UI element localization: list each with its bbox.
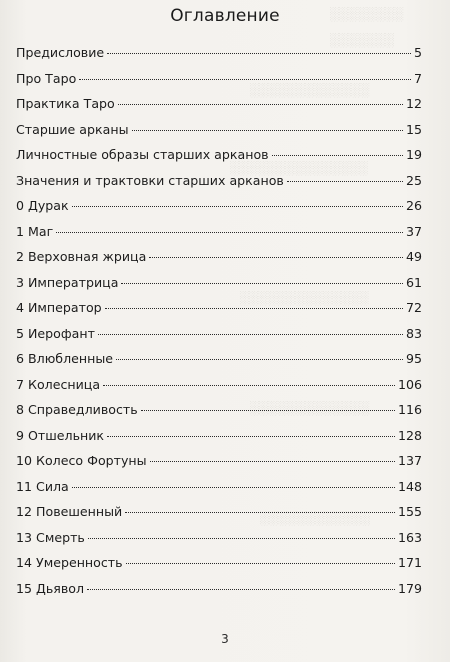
toc-entry-page: 179 — [397, 580, 422, 596]
toc-entry-label: 7 Колесница — [16, 376, 101, 392]
toc-entry-page: 19 — [405, 147, 422, 162]
toc-entry[interactable] — [16, 581, 422, 607]
toc-entry[interactable] — [16, 326, 422, 352]
toc-entry-label: 4 Император — [16, 300, 102, 315]
toc-entry-label: 0 Дурак — [16, 198, 69, 213]
toc-entry[interactable] — [16, 249, 422, 275]
toc-entry-label: 2 Верховная жрица — [16, 249, 147, 264]
toc-entry-page: 148 — [397, 478, 422, 494]
toc-entry[interactable] — [16, 300, 422, 326]
toc-entry[interactable] — [16, 428, 422, 454]
toc-dot-leader — [126, 563, 395, 564]
toc-entry-label: 5 Иерофант — [16, 325, 95, 341]
toc-entry[interactable] — [16, 71, 422, 97]
toc-entry-page: 49 — [405, 249, 422, 264]
toc-entry[interactable] — [16, 224, 422, 250]
toc-dot-leader — [272, 155, 403, 156]
show-through-text: ░░░░░░░ — [330, 32, 395, 47]
toc-dot-leader — [72, 487, 395, 488]
toc-entry[interactable] — [16, 479, 422, 505]
toc-dot-leader — [56, 232, 403, 233]
toc-dot-leader — [87, 589, 395, 590]
toc-entry[interactable] — [16, 555, 422, 581]
toc-entry[interactable] — [16, 351, 422, 377]
toc-dot-leader — [149, 257, 403, 258]
toc-dot-leader — [107, 53, 411, 54]
toc-entry-label: Предисловие — [16, 45, 105, 60]
toc-entry[interactable] — [16, 453, 422, 479]
toc-entry-page: 128 — [397, 427, 422, 443]
show-through-text: ░░░░░░░░░░░░ — [260, 510, 371, 525]
toc-entry-page: 5 — [413, 45, 422, 60]
toc-entry-page: 155 — [397, 504, 422, 519]
toc-entry[interactable] — [16, 402, 422, 428]
toc-entry[interactable] — [16, 96, 422, 122]
toc-entry-label: 10 Колесо Фортуны — [16, 453, 147, 468]
toc-entry-page: 12 — [405, 96, 422, 111]
toc-entry-label: Про Таро — [16, 70, 77, 86]
toc-dot-leader — [121, 283, 403, 284]
toc-entry[interactable] — [16, 504, 422, 530]
toc-entry-page: 137 — [397, 453, 422, 468]
toc-entry-label: 12 Повешенный — [16, 504, 123, 519]
toc-dot-leader — [132, 130, 403, 131]
toc-dot-leader — [107, 436, 395, 437]
toc-entry-page: 26 — [405, 198, 422, 213]
toc-entry-label: 15 Дьявол — [16, 580, 85, 596]
toc-entry-page: 116 — [397, 402, 422, 417]
toc-entry-label: 1 Маг — [16, 223, 54, 239]
toc-entry-page: 25 — [405, 172, 422, 188]
toc-entry-page: 61 — [405, 274, 422, 290]
toc-dot-leader — [98, 334, 403, 335]
toc-entry[interactable] — [16, 530, 422, 556]
toc-entry-label: 9 Отшельник — [16, 427, 105, 443]
toc-entry-label: 6 Влюбленные — [16, 351, 114, 366]
toc-entry-label: Практика Таро — [16, 96, 115, 111]
toc-entry-page: 83 — [405, 325, 422, 341]
show-through-text: ░░░░░░░░░░░░░ — [250, 400, 370, 415]
table-of-contents — [16, 45, 422, 606]
show-through-text: ░░░░░░░░░░░░░░ — [240, 290, 369, 305]
toc-dot-leader — [103, 385, 395, 386]
toc-dot-leader — [150, 461, 395, 462]
toc-entry-page: 37 — [405, 223, 422, 239]
toc-dot-leader — [79, 79, 411, 80]
toc-dot-leader — [141, 410, 395, 411]
show-through-text: ░░░░░░░░ — [330, 6, 404, 21]
toc-dot-leader — [118, 104, 403, 105]
toc-entry-page: 95 — [405, 351, 422, 366]
toc-entry-page: 163 — [397, 529, 422, 545]
toc-entry[interactable] — [16, 122, 422, 148]
toc-entry-label: 3 Императрица — [16, 274, 119, 290]
toc-entry-label: 14 Умеренность — [16, 555, 123, 570]
show-through-text: ░░░░░░░░░░░░░░░ — [230, 160, 369, 175]
toc-entry-label: 8 Справедливость — [16, 402, 138, 417]
toc-entry[interactable] — [16, 275, 422, 301]
toc-entry[interactable] — [16, 45, 422, 71]
toc-dot-leader — [105, 308, 403, 309]
toc-entry-page: 171 — [397, 555, 422, 570]
toc-entry-label: Значения и трактовки старших арканов — [16, 172, 284, 188]
page-title: Оглавление — [170, 6, 280, 26]
toc-dot-leader — [287, 181, 403, 182]
toc-dot-leader — [125, 512, 395, 513]
toc-entry[interactable] — [16, 147, 422, 173]
toc-entry-label: Старшие арканы — [16, 121, 129, 137]
toc-entry-label: Личностные образы старших арканов — [16, 147, 269, 162]
toc-entry[interactable] — [16, 377, 422, 403]
show-through-text: ░░░░░░░░░░░░░ — [250, 82, 370, 97]
toc-entry-label: 13 Смерть — [16, 529, 85, 545]
page-number: 3 — [221, 632, 229, 646]
toc-entry-label: 11 Сила — [16, 478, 69, 494]
toc-dot-leader — [116, 359, 403, 360]
toc-entry[interactable] — [16, 173, 422, 199]
toc-dot-leader — [88, 538, 395, 539]
toc-dot-leader — [72, 206, 403, 207]
toc-entry[interactable] — [16, 198, 422, 224]
toc-entry-page: 7 — [413, 70, 422, 86]
toc-entry-page: 15 — [405, 121, 422, 137]
toc-entry-page: 72 — [405, 300, 422, 315]
toc-entry-page: 106 — [397, 376, 422, 392]
